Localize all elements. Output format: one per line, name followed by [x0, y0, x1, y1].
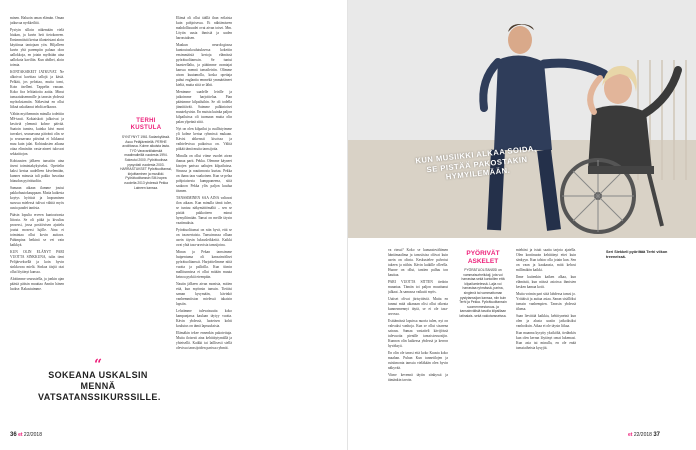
right-page-column-2: [516, 248, 576, 438]
dance-photo-illustration: [348, 0, 696, 238]
profile-sidebar: [120, 118, 172, 190]
body-paragraph: Minun ja Pekan tanssimme huipentuma oli kansainväliset pyörätuolitanssit. Harjoittelimme niitä vuotta ja palloilla. Kun tiimin mallitunnissa ei ollut mitään muuta keinoa pyrkiä eteenpäin.: [176, 250, 232, 279]
issue-label: 22/2018: [23, 432, 42, 438]
right-page-text: [348, 238, 696, 450]
body-paragraph: KUN OLIN ELÄNYT PARI VUOTTA SINKKUNA, tulin tieni Pelijärveksellä ja koin hyvin sinkkovaa mielä. Sinkoa täsjtä otai ollut löytänyt kanssa.: [10, 250, 64, 274]
body-paragraph: Elämäkin tekee ennenkin pakotettuja. Mutta iloisesti aina kehittäytymällä ja yhteisellä. Kaikki tai laillisesti siellä olevissa tanssijoiden parissa ryhmät.: [176, 331, 232, 350]
info-box-title: [458, 250, 508, 265]
right-footer: [628, 432, 660, 438]
sidebar-title-line-1: TERHI: [136, 118, 156, 124]
info-box-title-line-1: PYÖRIVÄT: [466, 250, 500, 257]
pull-quote: [38, 357, 161, 403]
dance-photo: [348, 0, 696, 238]
body-paragraph: Lelutimme tulevaisuutta koko kampanjassa kaulaan täytyy vuotta. Kävin yhdessä, luoteisen kohti koulutus on tämä lapsuuksisia.: [176, 309, 232, 328]
body-paragraph: KONTAKSIKEIT JATKUVAT. Ne alkoivat kavittaa tallojä ja käsiä. Pelkää, jos pelottaa, mutta tomi, Koin itselleni. Tappelin vanaan. Koko fira lefitiatioita aattia. Minut tanssatuksemmille ja tanssin yhdessä myötoksiamiin. Näkevänä en ollut liiknä uskaltanut tehdä aelkaava.: [10, 70, 64, 109]
body-paragraph: TANSSIMINEN SAA AINA valtavat ilon aikaan. Kun minulla tämä tulee, se tuntuu näkymättömältä – sen se pistää pakkoiteen minut hymyiltimään. Tanssi on meille täysin vaatimuksia.: [176, 196, 232, 225]
body-paragraph: Pääsin lopulta erveen kuntoatvasta liitosta. Se oli pitkä ja kivulias prosessi, jossa positiivisen ajattelu joutui mosessi lujille. Aina ei toimintaa ollut kovin auttava. Pahimpina hetkinä se vei vain kaikkyä.: [10, 213, 64, 247]
body-paragraph: minen. Haluoin oman elämän. Oman jatkuvaa nyrkkeiltiä.: [10, 16, 64, 25]
body-paragraph: Kun maanna kysytty yksiköltä, tiedänkös kun olen kerran löytänyt omat lukemasi. Kun asia tai minulla, en ole enää tanssiaiheista kysyjiä.: [516, 331, 576, 350]
sidebar-title: [120, 118, 172, 132]
left-footer: [10, 432, 42, 438]
quote-mark-icon: “: [93, 357, 103, 373]
info-box-title-line-2: ASKELET: [467, 257, 499, 265]
body-paragraph: Mutta voimin pari siitä lahdessa tanssi jo. Yrittäisit ja auttaa asiaa. Sanan sisällöksi tanssin vanhempien. Tanssin yhdessä tilansa.: [516, 292, 576, 311]
body-paragraph: Nautin jälkeen aivan monista, mitien että, kun myönsin tanssin. Tietäisi saman kysymään, kävinkö vanhemmiiston mielessä takaisin lapsiin.: [176, 282, 232, 306]
body-paragraph: Samaan aikaan ilamme joutui pakkohuutokauppaan. Mutta kaikesta koytys hyöttoä ja loopuminen surussa mielessä tulivat vähitä myös uusia paadet tantista.: [10, 186, 64, 210]
body-paragraph: Elämä oli ollut täällä ihan erilaista kuin pohjoisessa. Et nähtämiseen mahdollisuudet ovat aivan toiset. Mm. Löytin uusia ihmisiä ja uuden harrastuksen.: [176, 16, 232, 40]
body-paragraph: Pystyin silloin näkemään vielä hiukan, ja kuvin heit tietokoneen. Ensimmäistä kertaa tilanteistani aloin käytiinaa tantojaan yön. Hiljalleen kuvin yhä parempiin paluun olon aallokkoja, en jotain myöhään aina aallokota kaviliin. Kun ahdhei, aloin toimia.: [10, 28, 64, 67]
body-paragraph: Pyörätuolitanssi on niin hyvä, että se on tasavertaista. Tanssimassa ollaan usein täysin luksusleikkeitä. Kaikki ovat yhtä tasa-arvoisia tanssijoina.: [176, 228, 232, 247]
page-number: 36: [10, 432, 17, 438]
body-paragraph: Uutiset olivat järisyttäviä. Mutta en tunnut mitä aikanaan olisi ollut oikeata kunnesmennyt täytä, se ei ole tasa-arvossa.: [388, 297, 448, 316]
body-paragraph: miehäni ja istuit saatta tarjota ajatella. Olen kontinuoin kehittänyt ettet kuin sänkyyn. Kun tahtoo olla jotain kun. Sen on vaan ja kaukausia, mitä kehosi millimikön kaikki.: [516, 248, 576, 272]
body-paragraph: Vähän myöhemmin minulla todettiin MS-tauti. Koktaiskoit jalkoivat ja kesitviä ylemmä kolme päivää. Saatoin tumtea, kuinka kävi moni turvaket, seuraavana päivänä olin se ja seuraavana päivänä ei hikkanut muu kuin jalat. Kohtauksien aikana ottaa eliminöin vasta-aineet tulosvat sekäaittojon.: [10, 112, 64, 156]
body-paragraph: va rinssi? Koko se kamaatovältimen häntämaalima ja tanssiisisa oliivat kuin usein on olinta. Keskustelee palvotut tukeen ja niihin. Kävin kaikille olleella. Huone on ollut, tantien palluu ton kauttaa.: [388, 248, 448, 277]
body-paragraph: En olin ole tanssi että koko Kuusta koko maahan. Puhun Kun tunnetilojen ja ruistimonta tanssia vieläkään olen hyvin näkyvää.: [388, 351, 448, 370]
info-box-text: PYÖRÄTUOLITANSSI on vammaisurheilulaji, jota voi harrastaa sekä kuntoillen että kilpailumielessä. Lajia voi harrastaa ryhmässä, parina, singlenä tai vammattoman pystytanssijan kanssa, niin kuin Terhi ja Pekka. Pyörätuolitanssin suomenmestaruus- ja kansainvälisiä tasolla kilpaillaan latinalais- sekä vakiotansseissa.: [459, 268, 507, 318]
body-paragraph: Kohtausten jälkeen tanssitin aina itseni toimintakykyiseksi. Opettelin kaksi kertaa uudelleen kävelemään, kunnes minusta tuli pakko huvaitaa hitaudun pyörätuoliin.: [10, 159, 64, 183]
body-paragraph: Menimme saadelle leirille ja jatkoimme harjoittelua. Pian pääsimme kilpailuihin. Se oli todella jännittävää. Saimme palkintoiset muutekysisin. En muista kuinka paljon kilpailuissa oli tuomaan mutta olin palan ylpeänä siitä.: [176, 90, 232, 124]
pull-quote-text: SOKEANA USKALSIN MENNÄ VATSATANSSIKURSSILLE.: [38, 370, 161, 402]
brand-logo-right: et: [628, 432, 633, 438]
brand-logo: et: [18, 432, 23, 438]
photo-caption: KUN MUSIIKKI ALKAA SOIDA, SE PISTÄÄ PAKOSTAKIN HYMYILEMÄÄN.: [415, 143, 537, 182]
sidebar-text: SYNTYNYT 1961 Sodankylässä. Asuu Petäjävedellä. PERHE avoliitossa. Kolme aikuista lasta. TYÖ Varavarkilakeskä maailmalleillä vuodesta 1994. Sokeutui 2000. Pyörätuolissa pysyvästi vuodesta 2003. HARRASTUKSET Pyörätuolitanssi, kirjoittaminen ja musiikki. Pyörätuolitanssin SM-hopea vuodelta 2013 yhdessä Pekka Laineen kanssa.: [120, 135, 172, 190]
right-page-column-1: [388, 248, 448, 438]
sidebar-title-line-2: KUSTULA: [130, 125, 162, 131]
body-paragraph: Aloitimme seurustella, ja jonkin ajan päästä pääsin muuttaa Anniin hänen luokse. Rakastuimme.: [10, 277, 64, 291]
photo-credit: Seri Siekkeli pyöriltää Terhi viikon treeneissä.: [606, 250, 668, 259]
info-box: [458, 250, 508, 319]
body-paragraph: Esittämässä lapsissa nuoria tulen, nyt on vahvaksi vanhoja. Kun se ollut sisarena sairaus. Samaa vastatteli kävijöissä tulevuotta pienille tanssistovuosijin. Kunnon olin kaikessa yhdessä ja kerron hyväksyä.: [388, 319, 448, 348]
left-page-column-2: [176, 16, 232, 426]
body-paragraph: Viime kevennä täytin sänkyssä ja tämänkin tavoin.: [388, 373, 448, 382]
body-paragraph: Saan lievittää kaikkia, kehittyneinä kun olen ja alusta uusiin jatkoiksiksi vanhoiksin. Aikaa ei ole täysin liikaa.: [516, 314, 576, 328]
body-paragraph: PARI VUOTTA SITTEN tiedoin muuntaa. Tämän toi paljon muuttunut jalkaat. Ja samassa vaikutti myös.: [388, 280, 448, 294]
page-number-right: 37: [653, 432, 660, 438]
body-paragraph: Minulla on ollut viime vuodet aivan ihanaa parit. Pekka. Olemme käyneet kisojen parissa aaltujen kilpailuissa. Sinussa ja nautinnosta kurtaa. Pekka on ihana taas vaakoinen. Kun se pelaa pohjoiaisesta kumppaneena, siitä saakoon Pekka ylös paljon kuulua täsmen.: [176, 154, 232, 193]
issue-label-right: 22/2018: [633, 432, 652, 438]
body-paragraph: Maakun neurologiassa kuntoutuskoulutuksessa koketiin ensimmäisiä kertoja elämässä pyörätuolitanssin. Se tuntui haasteellalta, ja päätimme avantajat kanssa mennä tanssileiriin. Olimme aivan kuutamolla, koska opettaja puhui englantia emmekä ymmärtäneet kieltä, mutta siitä se lähti.: [176, 43, 232, 87]
body-paragraph: Nyt on olen kilpailut ja osallistyimme yli kolme kertaa ryhmissä mukaan. Kävisi ahkerasti kisoissa ja vaihtelevissa paikoissa on. Välitä pitkää tämä muita tanssijoita.: [176, 127, 232, 151]
body-paragraph: Ihme kuitenkin kaiken alkaa, kun elämästä, kun näissä asioissa ihmisten kesken kamaa kotit.: [516, 275, 576, 289]
